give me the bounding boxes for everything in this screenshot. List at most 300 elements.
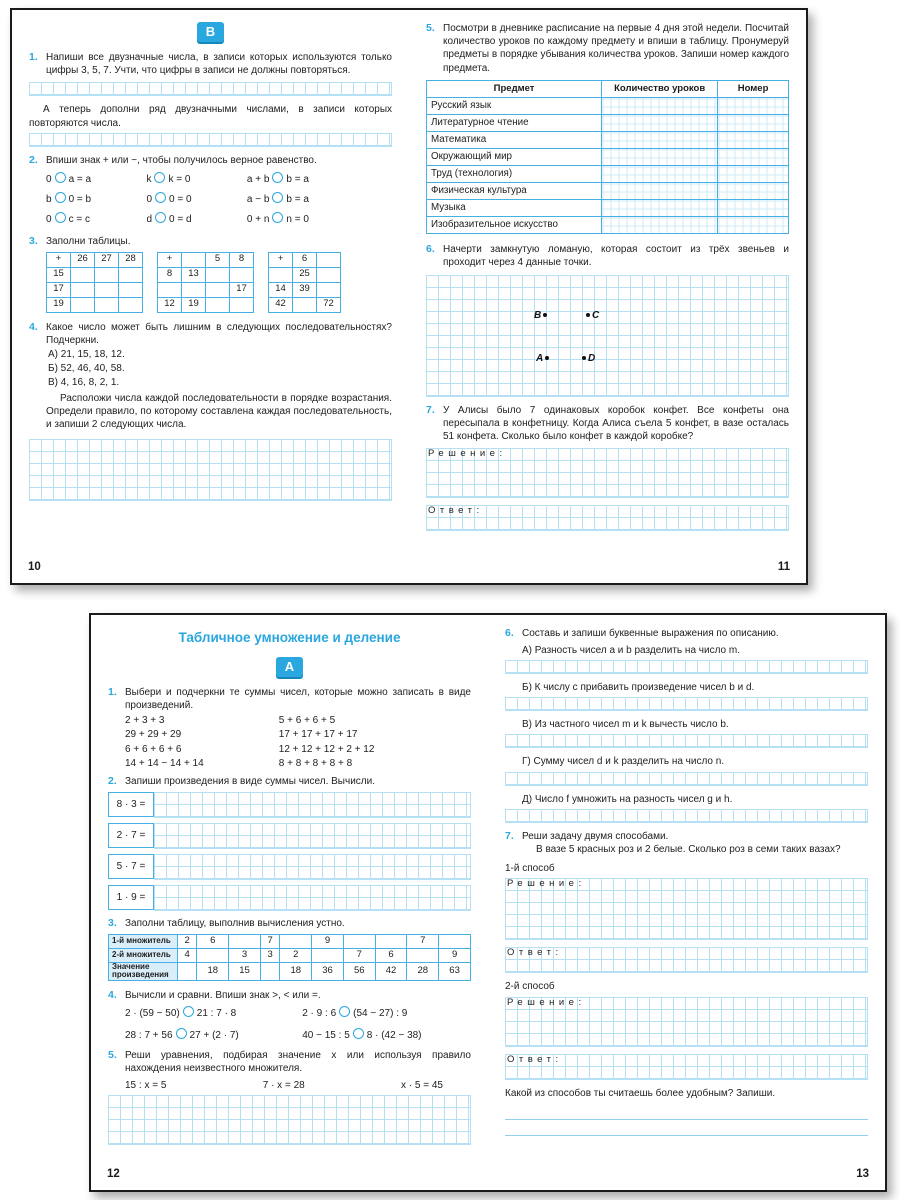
number-cell[interactable] [718,200,789,217]
sign-circle[interactable] [55,172,66,183]
comparison-right: (54 − 27) : 9 [353,1008,408,1020]
count-cell[interactable] [602,183,718,200]
sum-item[interactable]: 14 + 14 − 14 + 14 [125,757,204,769]
number-cell[interactable] [718,132,789,149]
table-cell: 5 [206,252,230,267]
number-cell[interactable] [718,98,789,115]
section-badge: В [197,22,224,42]
exercise-text: Посмотри в дневнике расписание на первые 4 дня этой недели. Посчитай количество уроков по каждому предмету и впиши в таблицу. Пронумеруй предметы в порядке убывания количества уроков. Запиши номер каждого предмета. [443,23,789,74]
exercise-text: Запиши произведения в виде суммы чисел. Вычисли. [125,775,375,787]
addition-table-2[interactable] [157,252,254,313]
count-cell[interactable] [602,166,718,183]
column-header: Номер [718,80,789,98]
exercise-number: 3. [29,234,38,247]
empty-cell[interactable] [119,297,143,312]
comparison-right: 8 · (42 − 38) [366,1029,422,1041]
sign-circle[interactable] [55,192,66,203]
answer-grid[interactable] [426,505,789,531]
product-expression: 1 · 9 = [108,885,154,910]
subject-cell: Русский язык [427,98,602,115]
comparison [125,1028,302,1042]
empty-cell[interactable] [280,934,312,948]
empty-cell[interactable] [260,962,279,981]
product-expression: 5 · 7 = [108,854,154,879]
exercise-number: 2. [108,774,117,787]
page-number: 10 [28,560,41,573]
solution-label: Решение: [507,878,586,890]
table-cell: 3 [229,948,261,962]
table-cell: 9 [312,934,344,948]
point-B [534,309,547,322]
answer-grid[interactable] [154,885,471,911]
answer-grid[interactable] [505,947,868,973]
spread-pages-12-13 [89,613,887,1192]
table-cell: + [158,252,182,267]
sum-item[interactable]: 8 + 8 + 8 + 8 + 8 [278,757,353,769]
sequence-item: А) 21, 15, 18, 12. [48,349,125,361]
count-cell[interactable] [602,200,718,217]
table-cell: 1-й множитель [109,934,178,948]
point-D [582,352,595,365]
table-row [158,267,254,282]
answer-grid[interactable] [29,439,392,501]
empty-cell[interactable] [95,282,119,297]
sequence-list [48,348,392,390]
empty-cell[interactable] [119,282,143,297]
number-cell[interactable] [718,115,789,132]
table-row [427,200,789,217]
table-cell: + [269,252,293,267]
table-cell: 19 [47,297,71,312]
empty-cell[interactable] [439,934,471,948]
answer-grid[interactable] [154,854,471,880]
empty-cell[interactable] [158,282,182,297]
page-13 [488,615,885,1190]
empty-cell[interactable] [182,282,206,297]
expression-item: Б) К числу c прибавить произведение чисел b и d. [522,682,755,694]
answer-label: Ответ: [507,947,563,959]
table-cell: 27 [95,252,119,267]
sum-item[interactable]: 29 + 29 + 29 [125,729,182,741]
solution-label: Решение: [428,448,507,460]
exercise-text: Реши задачу двумя способами. [522,830,669,842]
point-dot-icon [586,313,590,317]
sign-circle[interactable] [155,192,166,203]
table-row [158,297,254,312]
sign-circle[interactable] [272,212,283,223]
equation [247,212,392,226]
table-cell: 25 [293,267,317,282]
subject-cell: Изобразительное искусство [427,217,602,234]
sign-circle[interactable] [272,192,283,203]
sum-item[interactable]: 2 + 3 + 3 [125,715,165,727]
table-row [427,183,789,200]
table-cell: 8 [230,252,254,267]
table-cell: 6 [293,252,317,267]
table-cell: Значение произведения [109,962,178,981]
solution-grid[interactable] [505,997,868,1047]
table-cell: 14 [269,282,293,297]
point-dot-icon [582,356,586,360]
product-row [108,792,471,818]
empty-cell[interactable] [95,267,119,282]
equation-left: d [146,214,152,226]
table-cell: 39 [293,282,317,297]
exercise-3 [108,917,471,931]
comparison-left: 2 · (59 − 50) [125,1008,180,1020]
equation-list [125,1079,471,1092]
exercise-text: Заполни таблицы. [46,235,131,247]
equation-right: b = a [286,173,309,185]
table-row [158,252,254,267]
closing-question: Какой из способов ты считаешь более удобным? Запиши. [505,1087,776,1099]
page-number: 12 [107,1167,120,1180]
product-expression: 2 · 7 = [108,823,154,848]
exercise-text-continued: Расположи числа каждой последовательности в порядке возрастания. Определи правило, по которому составлена каждая последовательность, и запиши 2 следующих числа. [46,392,392,430]
table-row [109,948,471,962]
sum-item[interactable]: 12 + 12 + 12 + 2 + 12 [278,743,375,755]
sum-item[interactable]: 6 + 6 + 6 + 6 [125,743,182,755]
point-dot-icon [545,356,549,360]
equation [146,172,246,186]
exercise-5 [108,1049,471,1093]
empty-cell[interactable] [206,267,230,282]
empty-cell[interactable] [343,934,375,948]
page-10 [12,10,409,583]
sign-circle[interactable] [339,1006,350,1017]
subject-cell: Литературное чтение [427,115,602,132]
equation-left: 0 [46,173,52,185]
exercise-number: 7. [505,829,514,842]
exercise-number: 4. [29,320,38,333]
empty-cell[interactable] [71,267,95,282]
exercise-number: 3. [108,916,117,929]
table-cell: 2-й множитель [109,948,178,962]
product-row [108,854,471,880]
exercise-3 [29,235,392,313]
equation-right: 0 = b [68,194,92,206]
sign-circle[interactable] [176,1028,187,1039]
exercise-1 [108,686,471,770]
table-cell: 56 [343,962,375,981]
answer-grid[interactable] [108,1095,471,1145]
exercise-number: 2. [29,153,38,166]
table-cell: 7 [260,934,279,948]
comparison [125,1006,302,1020]
table-row [269,267,341,282]
exercise-text-continued: А теперь дополни ряд двузначными числами, в записи которых повторяются числа. [29,104,392,129]
equation [146,192,246,206]
sum-item[interactable]: 5 + 6 + 6 + 5 [278,715,336,727]
answer-grid[interactable] [154,792,471,818]
empty-cell[interactable] [407,948,439,962]
point-C [586,309,599,322]
empty-cell[interactable] [317,252,341,267]
empty-cell[interactable] [119,267,143,282]
table-cell: 7 [343,948,375,962]
exercise-number: 5. [426,22,435,34]
column-header: Количество уроков [602,80,718,98]
table-row [47,267,143,282]
fill-in-table [46,252,143,313]
empty-cell[interactable] [197,948,229,962]
equation [46,172,146,186]
sum-item[interactable]: 17 + 17 + 17 + 17 [278,729,358,741]
table-cell: 15 [229,962,261,981]
exercise-text: Вычисли и сравни. Впиши знак >, < или =. [125,990,321,1002]
sign-circle[interactable] [154,172,165,183]
exercise-number: 1. [29,51,38,63]
point-A [536,352,549,365]
table-row [427,166,789,183]
equation-right: b = a [286,194,309,206]
answer-label: Ответ: [507,1053,563,1065]
equation-left: 0 + n [246,214,270,226]
equation: 7 · x = 28 [262,1080,305,1092]
table-row [109,934,471,948]
exercise-text: Впиши знак + или −, чтобы получилось верное равенство. [46,154,317,166]
table-row [109,962,471,981]
exercise-number: 7. [426,403,435,416]
writing-line[interactable] [505,1120,868,1136]
solution-label: Решение: [507,996,586,1008]
point-label: D [588,352,596,364]
exercise-4 [108,989,471,1042]
table-cell: + [47,252,71,267]
exercise-number: 1. [108,685,117,698]
table-cell: 13 [182,267,206,282]
comparison-equations [125,1006,471,1041]
solution-grid[interactable] [426,448,789,498]
answer-grid[interactable] [505,1054,868,1080]
table-cell: 2 [280,948,312,962]
answer-grid[interactable] [29,82,392,96]
table-cell: 15 [47,267,71,282]
exercise-number: 6. [426,243,435,256]
comparison-left: 2 · 9 : 6 [302,1008,337,1020]
empty-cell[interactable] [317,282,341,297]
table-cell: 17 [47,282,71,297]
empty-cell[interactable] [178,962,197,981]
writing-line[interactable] [505,1104,868,1120]
table-row [269,282,341,297]
addition-table-1[interactable] [46,252,143,313]
method-2-label: 2-й способ [505,981,555,993]
count-cell[interactable] [602,217,718,234]
equation-right: n = 0 [286,214,309,226]
equation [146,212,246,226]
table-cell: 8 [158,267,182,282]
expression-item: Д) Число f умножить на разность чисел g и h. [522,793,733,805]
exercise-text: Реши уравнения, подбирая значение x или используя правило нахождения неизвестного множителя. [125,1049,471,1074]
equation-left: 0 [146,194,152,206]
count-cell[interactable] [602,98,718,115]
fill-in-table [108,934,471,982]
empty-cell[interactable] [230,297,254,312]
equation-left: a + b [246,173,270,185]
number-cell[interactable] [718,149,789,166]
table-row [427,217,789,234]
point-label: B [534,309,542,321]
count-cell[interactable] [602,149,718,166]
answer-grid[interactable] [505,809,868,823]
exercise-text: Напиши все двузначные числа, в записи которых используются только цифры 3, 5, 7. Учти, что цифры в записи не должны повторяться. [46,52,392,77]
exercise-2 [108,775,471,789]
answer-grid[interactable] [505,697,868,711]
subject-cell: Физическая культура [427,183,602,200]
table-cell: 6 [375,948,407,962]
exercise-5 [426,22,789,75]
table-row [158,282,254,297]
empty-cell[interactable] [71,297,95,312]
fill-in-table [157,252,254,313]
number-cell[interactable] [718,183,789,200]
table-cell: 6 [197,934,229,948]
table-cell: 12 [158,297,182,312]
addition-tables [46,252,392,313]
exercise-number: 6. [505,627,514,639]
exercise-4 [29,321,392,435]
empty-cell[interactable] [230,267,254,282]
problem-text: В вазе 5 красных роз и 2 белые. Сколько роз в семи таких вазах? [536,843,841,855]
subject-cell: Музыка [427,200,602,217]
empty-cell[interactable] [182,252,206,267]
number-cell[interactable] [718,217,789,234]
exercise-text: Заполни таблицу, выполнив вычисления устно. [125,917,345,929]
table-row [427,149,789,166]
count-cell[interactable] [602,115,718,132]
subject-cell: Математика [427,132,602,149]
table-cell: 3 [260,948,279,962]
comparison-left: 28 : 7 + 56 [125,1029,173,1041]
exercise-text: У Алисы было 7 одинаковых коробок конфет. Все конфеты она пересыпала в конфетницу. Когда Алиса съела 5 конфет, в вазе осталась 51 конфета. Сколько было конфет в каждой коробке? [443,404,789,443]
multiplication-table[interactable] [108,934,471,982]
empty-cell[interactable] [317,267,341,282]
point-dot-icon [543,313,547,317]
answer-grid[interactable] [29,133,392,147]
table-header-row [427,80,789,98]
equation: x · 5 = 45 [401,1080,443,1092]
count-cell[interactable] [602,132,718,149]
empty-cell[interactable] [71,282,95,297]
table-row [427,115,789,132]
addition-table-3[interactable] [268,252,341,313]
page-number: 13 [856,1167,869,1180]
exercise-text: Какое число может быть лишним в следующих последовательностях? Подчеркни. [46,321,392,346]
product-row [108,823,471,849]
schedule-table [426,80,789,235]
comparison-right: 27 + (2 · 7) [189,1029,239,1041]
equation-left: a − b [246,194,270,206]
fill-in-table [268,252,341,313]
sign-circle[interactable] [183,1006,194,1017]
subject-cell: Труд (технология) [427,166,602,183]
equation-right: k = 0 [168,173,191,185]
table-cell: 9 [439,948,471,962]
equation-left: b [46,194,52,206]
page-12 [91,615,488,1190]
drawing-grid[interactable] [426,275,789,397]
equation-left: k [146,173,152,185]
table-cell: 42 [269,297,293,312]
column-header: Предмет [427,80,602,98]
sign-circle[interactable] [353,1028,364,1039]
empty-cell[interactable] [206,297,230,312]
comparison [302,1006,471,1020]
writing-lines[interactable] [505,1104,868,1136]
comparison-right: 21 : 7 · 8 [196,1008,237,1020]
exercise-text: Составь и запиши буквенные выражения по описанию. [522,628,779,639]
point-label: A [536,352,544,364]
sign-circle[interactable] [272,172,283,183]
expression-item: А) Разность чисел a и b разделить на число m. [522,644,740,656]
sequence-item: Б) 52, 46, 40, 58. [48,363,125,375]
table-cell: 28 [119,252,143,267]
table-row [47,282,143,297]
table-row [427,98,789,115]
expression-item: Г) Сумму чисел d и k разделить на число n. [522,756,725,768]
comparison [302,1028,471,1042]
equation-right: 0 = d [169,214,192,226]
table-row [47,297,143,312]
equation: 15 : x = 5 [125,1080,167,1092]
number-cell[interactable] [718,166,789,183]
section-badge: А [276,657,303,677]
comparison-left: 40 − 15 : 5 [302,1029,350,1041]
point-label: C [592,309,600,321]
exercise-6 [426,243,789,269]
table-cell: 26 [71,252,95,267]
exercise-7 [426,404,789,444]
table-cell: 2 [178,934,197,948]
solution-grid[interactable] [505,878,868,940]
answer-grid[interactable] [154,823,471,849]
sign-circle[interactable] [55,212,66,223]
product-row [108,885,471,911]
equation [46,212,146,226]
equation [247,172,392,186]
empty-cell[interactable] [269,267,293,282]
answer-grid[interactable] [505,734,868,748]
empty-cell[interactable] [375,934,407,948]
equation-left: 0 [46,214,52,226]
table-cell: 28 [407,962,439,981]
method-1-label: 1-й способ [505,863,555,875]
empty-cell[interactable] [293,297,317,312]
page-11 [409,10,806,583]
table-cell: 19 [182,297,206,312]
empty-cell[interactable] [312,948,344,962]
spread-pages-10-11 [10,8,808,585]
empty-cell[interactable] [206,282,230,297]
table-cell: 4 [178,948,197,962]
sequence-item: В) 4, 16, 8, 2, 1. [48,377,120,389]
sign-equations [46,172,392,227]
empty-cell[interactable] [229,934,261,948]
exercise-text: Начерти замкнутую ломаную, которая состоит из трёх звеньев и проходит через 4 данные точки. [443,244,789,269]
equation-right: c = c [68,214,90,226]
table-cell: 63 [439,962,471,981]
answer-grid[interactable] [505,660,868,674]
empty-cell[interactable] [95,297,119,312]
sign-circle[interactable] [155,212,166,223]
sum-expressions [125,714,471,770]
exercise-number: 4. [108,989,117,1002]
table-row [269,252,341,267]
table-cell: 7 [407,934,439,948]
answer-grid[interactable] [505,772,868,786]
page-number: 11 [777,560,790,573]
